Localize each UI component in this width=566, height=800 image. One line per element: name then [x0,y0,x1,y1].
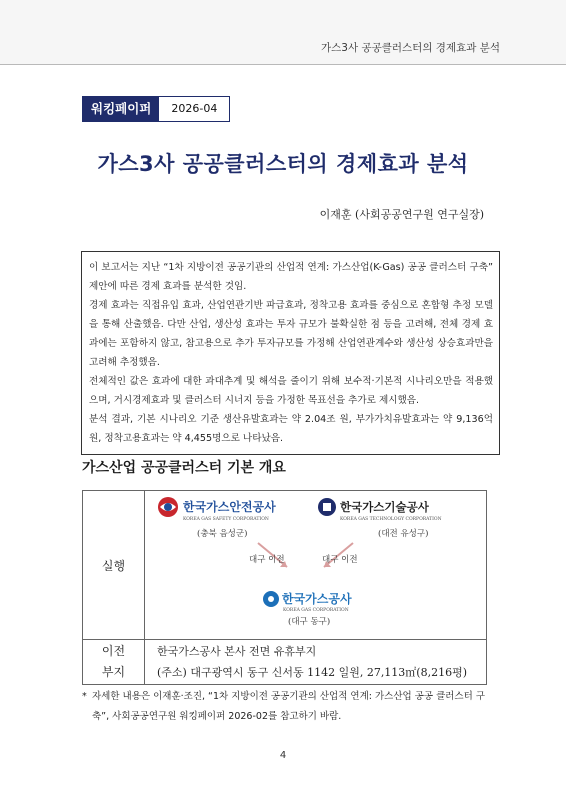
kgtc-sub: KOREA GAS TECHNOLOGY CORPORATION [340,517,442,522]
site-address: (주소) 대구광역시 동구 신서동 1142 일원, 27,113㎡(8,216평) [157,666,468,679]
summary-paragraph: 전체적인 값은 효과에 대한 과대추계 및 해석을 줄이기 위해 보수적·기본적 시나리오만을 적용했으며, 거시경제효과 및 클러스터 시너지 등을 가정한 목표선을 추가로 제시했음. [89,376,493,406]
site-line: 한국가스공사 본사 전면 유휴부지 [157,645,317,658]
section-title: 가스산업 공공클러스터 기본 개요 [82,460,286,476]
kogas-logo [263,591,352,627]
move-label-right: 대구 이전 [322,555,358,565]
row-label-line: 이전 [101,644,126,658]
summary-paragraph: 경제 효과는 직접유입 효과, 산업연관기반 파급효과, 정착고용 효과를 중심으로 혼합형 추정 모델을 통해 산출했음. 다만 산업, 생산성 효과는 투자 규모가 불확실한 점 등을 고려해, 전체 경제 효과에는 포함하지 않고, 참고용으로 추가 투자규모를 가정해 산업연관계수와 생산성 상승효과만을 고려해 추정했음. [89,300,493,368]
move-label-left: 대구 이전 [249,555,285,565]
kgs-name: 한국가스안전공사 [183,500,276,514]
kgtc-logo [318,498,442,539]
row-label-line: 부지 [101,665,126,679]
overview-table [82,490,487,685]
table-row [83,640,487,685]
kgs-logo [158,497,276,539]
row-label-site [83,640,145,685]
summary-paragraph: 분석 결과, 기본 시나리오 기준 생산유발효과는 약 2.04조 원, 부가가치유발효과는 약 9,136억 원, 정착고용효과는 약 4,455명으로 나타났음. [89,414,493,444]
kgs-location: (충북 음성군) [197,529,248,539]
footnote [82,687,488,727]
working-paper-badge [82,96,230,122]
cluster-figure [145,491,486,635]
kgtc-name: 한국가스기술공사 [340,500,429,514]
kogas-name: 한국가스공사 [282,592,352,606]
kgtc-location: (대전 유성구) [378,529,429,539]
badge-number: 2026-04 [159,97,229,121]
kgs-sub: KOREA GAS SAFETY CORPORATION [183,517,269,522]
footnote-text: 자세한 내용은 이재훈·조진, “1차 지방이전 공공기관의 산업적 연계: 가스산업 공공 클러스터 구축”, 사회공공연구원 워킹페이퍼 2026-02를 참고하기 바람. [92,691,485,722]
site-cell [145,640,487,685]
running-header [0,0,566,65]
footnote-mark: * [82,691,87,702]
author-line: 이재훈 (사회공공연구원 연구실장) [319,208,484,221]
table-row [83,491,487,640]
kogas-location: (대구 동구) [288,617,331,627]
badge-label: 워킹페이퍼 [83,97,159,121]
page-number: 4 [279,750,287,761]
cluster-figure-cell [145,491,487,640]
row-label-execution: 실행 [83,491,145,640]
document-title: 가스3사 공공클러스터의 경제효과 분석 [97,152,469,176]
summary-paragraph: 이 보고서는 지난 “1차 지방이전 공공기관의 산업적 연계: 가스산업(K-Gas) 공공 클러스터 구축” 제안에 따른 경제 효과를 분석한 것임. [89,262,493,292]
running-title: 가스3사 공공클러스터의 경제효과 분석 [321,42,500,54]
summary-box [81,251,500,455]
kogas-sub: KOREA GAS CORPORATION [283,608,349,613]
